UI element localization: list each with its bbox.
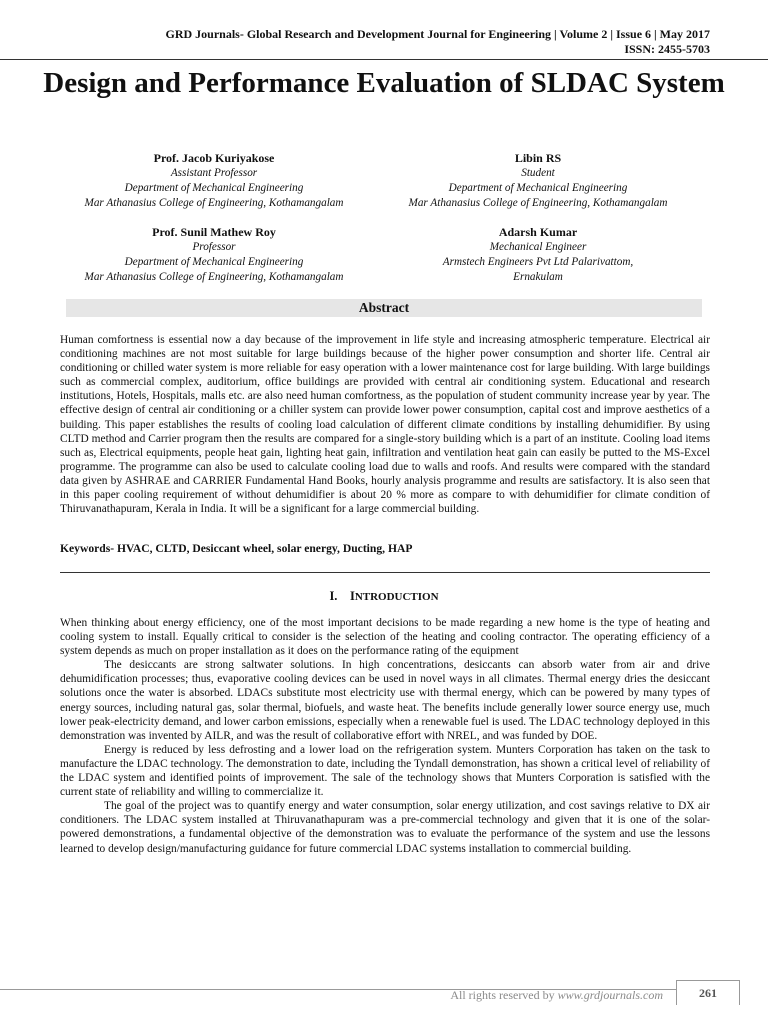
abstract-heading: Abstract [358,300,410,315]
page-number: 261 [676,980,740,1005]
author-role: Student [521,167,555,179]
abstract-body: Human comfortness is essential now a day because of the improvement in life style and increasing atmospheric temperature. Electrical air conditioning machines are not most suitable for large buildings because of the higher power consumption and shorter life. Central air conditioning or chilled water system is more reliable for easy operation with a lower maintenance cost for large building. With large buildings such as commercial complex, auditorium, office buildings are provided with central air conditioning system. Educational and research institutions, Hotels, Hospitals, malls etc. are also need human comfortness, as the population of student community increase year by year. The effective design of central air conditioning or a chiller system can provide lower power consumption, capital cost and improve aesthetics of a building. This paper establishes the results of cooling load calculation of different climate conditions by installing dehumidifier. By using CLTD method and Carrier program then the results are compared for a single-story building which is a part of an institute. Cooling load items such as, Electrical equipments, people heat gain, lighting heat gain, infiltration and ventilation heat gain can easily be putted to the MS-Excel programme. The programme can also be used to calculate cooling load due to walls and roofs. And results were compared with the standard data given by ASHRAE and CARRIER Fundamental Hand Books, hourly analysis programme and results are satisfactory. It is also seen that in this paper cooling requirement of without dehumidifier is about 20 % more as compare to with dehumidifier for climate condition of Thiruvanathapuram, Kerala in India. It will be a significant for a large commercial building. [60,334,710,516]
author-block [34,151,394,211]
footer-rights [450,988,663,1003]
author-block [34,225,394,285]
author-role: Professor [192,241,236,253]
journal-header-line: GRD Journals- Global Research and Development Journal for Engineering | Volume 2 | Issue 6 | May 2017 [165,27,710,41]
section-divider [60,572,710,573]
author-name: Prof. Jacob Kuriyakose [153,151,275,165]
issn-label: ISSN: 2455-5703 [624,42,710,56]
section-heading [0,589,768,604]
author-department: Armstech Engineers Pvt Ltd Palarivattom, [442,256,634,268]
introduction-body [60,616,710,856]
author-institution: Ernakulam [513,271,563,283]
author-name: Adarsh Kumar [498,225,578,239]
paper-title: Design and Performance Evaluation of SLDAC System [43,67,725,99]
author-department: Department of Mechanical Engineering [124,256,304,268]
journal-website-link[interactable]: www.grdjournals.com [557,988,663,1002]
keywords-line: Keywords- HVAC, CLTD, Desiccant wheel, solar energy, Ducting, HAP [60,542,413,555]
paragraph: When thinking about energy efficiency, one of the most important decisions to be made regarding a new home is the type of heating and cooling system to install. Equally critical to consider is the selection of the heating and cooling contractor. The operating efficiency of a system depends as much on proper installation as it does on the performance rating of the equipment [60,617,710,658]
author-name: Libin RS [514,151,562,165]
author-block [358,225,718,285]
author-block [358,151,718,211]
author-institution: Mar Athanasius College of Engineering, Kothamangalam [84,197,344,209]
header-divider [0,59,768,60]
author-name: Prof. Sunil Mathew Roy [152,225,276,239]
paragraph: The desiccants are strong saltwater solutions. In high concentrations, desiccants can absorb water from air and drive dehumidification processes; thus, evaporative cooling devices can be used in novel ways in all climates. Thermal energy dries the desiccant solutions once the water is absorbed. LDACs substitute most electricity use with thermal energy, which can be powered by many types of energy sources, including natural gas, solar thermal, biofuels, and waste heat. The benefits include generally lower source energy use, much lower peak-electricity demand, and lower carbon emissions, especially when a renewable fuel is used. The LDAC technology deployed in this demonstration was invented by AILR, and was the result of collaborative effort with NREL, and was funded by DOE. [60,659,710,742]
author-role: Assistant Professor [170,167,258,179]
author-institution: Mar Athanasius College of Engineering, Kothamangalam [408,197,668,209]
paragraph: The goal of the project was to quantify energy and water consumption, solar energy utilization, and cost savings relative to DX air conditioners. The LDAC system installed at Thiruvanathapuram was a pre-commercial technology and given that it is one of the solar-powered demonstrations, a fundamental objective of the demonstration was to evaluate the performance of the system and use the lessons learned to develop design/manufacturing guidance for future commercial LDAC systems installation to commercial building. [60,800,710,855]
rights-text: All rights reserved by [450,988,555,1002]
author-role: Mechanical Engineer [489,241,587,253]
section-title-rest: NTRODUCTION [354,591,439,603]
author-institution: Mar Athanasius College of Engineering, Kothamangalam [84,271,344,283]
paragraph: Energy is reduced by less defrosting and a lower load on the refrigeration system. Munters Corporation has taken on the task to manufacture the LDAC technology. The demonstration to date, including the Tyndall demonstration, has shown a critical level of reliability of the LDAC system and identified points of improvement. The sale of the technology shows that Munters Corporation is satisfied with the current state of reliability and willing to commercialize it. [60,743,710,799]
author-department: Department of Mechanical Engineering [124,182,304,194]
author-department: Department of Mechanical Engineering [448,182,628,194]
section-number: I. [329,589,338,603]
section-title-initial: I [349,589,355,603]
